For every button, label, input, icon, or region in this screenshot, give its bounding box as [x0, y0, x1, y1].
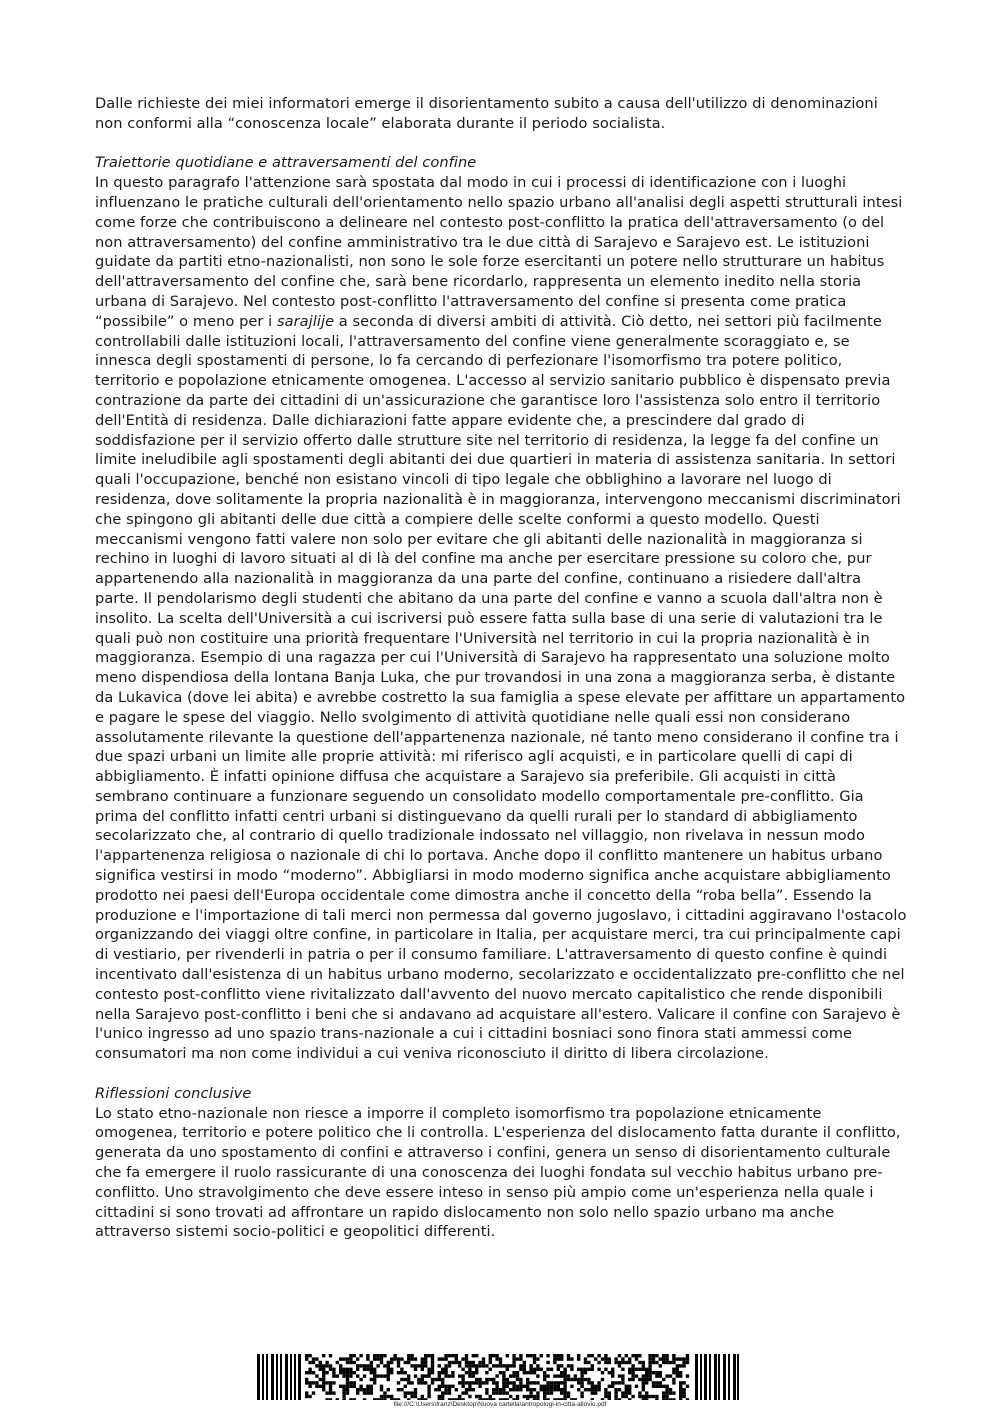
paragraph-spacer [95, 1064, 907, 1084]
italic-term: sarajlije [276, 312, 335, 330]
barcode-icon [257, 1354, 741, 1400]
intro-paragraph: Dalle richieste dei miei informatori emerge il disorientamento subito a causa dell'utilizzo di denominazioni non conformi alla “conoscenza locale” elaborata durante il periodo socialista. [95, 95, 878, 132]
document-body [95, 94, 907, 1242]
paragraph-spacer [95, 134, 907, 154]
section-heading-riflessioni: Riflessioni conclusive [95, 1084, 252, 1102]
paragraph-text: In questo paragrafo l'attenzione sarà spostata dal modo in cui i processi di identificazione con i luoghi influenzano le pratiche culturali dell'orientamento nello spazio urbano all'analisi degli aspetti strutturali intesi come forze che contribuiscono a delineare nel contesto post-conflitto la pratica dell'attraversamento (o del non attraversamento) del confine amministrativo tra le due città di Sarajevo e Sarajevo est. Le istituzioni guidate da partiti etno-nazionalisti, non sono le sole forze esercitanti un potere nello strutturare un habitus dell'attraversamento del confine che, sarà bene ricordarlo, rappresenta un elemento inedito nella storia urbana di Sarajevo. Nel contesto post-conflitto l'attraversamento del confine si presenta come pratica “possibile” o meno per i [95, 174, 903, 330]
section-heading-traiettorie: Traiettorie quotidiane e attraversamenti del confine [95, 154, 477, 172]
section-paragraph-traiettorie [95, 173, 907, 1064]
footer-file-path: file:///C:\Users\franz\Desktop\Nuova cartella\antropologi-in-citta-allovio.pdf [393, 1401, 607, 1408]
paragraph-text: a seconda di diversi ambiti di attività. Ciò detto, nei settori più facilmente controllabili dalle istituzioni locali, l'attraversamento del confine viene generalmente scoraggiato e, se innesca degli spostamenti di persone, lo fa cercando di perfezionare l'isomorfismo tra potere politico, territorio e popolazione etnicamente omogenea. L'accesso al servizio sanitario pubblico è dispensato previa contrazione da parte dei cittadini di un'assicurazione che garantisce loro l'assistenza solo entro il territorio dell'Entità di residenza. Dalle dichiarazioni fatte appare evidente che, a prescindere dal grado di soddisfazione per il servizio offerto dalle strutture site nel territorio di residenza, la legge fa del confine un limite ineludibile agli spostamenti degli abitanti dei due quartieri in materia di assistenza sanitaria. In settori quali l'occupazione, benché non esistano vincoli di tipo legale che obblighino a lavorare nel luogo di residenza, dove solitamente la propria nazionalità è in maggioranza, intervengono meccanismi discriminatori che spingono gli abitanti delle due città a compiere delle scelte conformi a questo modello. Questi meccanismi vengono fatti valere non solo per evitare che gli abitanti delle nazionalità in maggioranza si rechino in luoghi di lavoro situati al di là del confine ma anche per esercitare pressione su coloro che, pur appartenendo alla nazionalità in maggioranza da una parte del confine, continuano a risiedere dall'altra parte. Il pendolarismo degli studenti che abitano da una parte del confine e vanno a scuola dall'altra non è insolito. La scelta dell'Università a cui iscriversi può essere fatta sulla base di una serie di valutazioni tra le quali può non costituire una priorità frequentare l'Università nel territorio in cui la propria nazionalità è in maggioranza. Esempio di una ragazza per cui l'Università di Sarajevo ha rappresentato una soluzione molto meno dispendiosa della lontana Banja Luka, che pur trovandosi in una zona a maggioranza serba, è distante da Lukavica (dove lei abita) e avrebbe costretto la sua famiglia a spese elevate per affittare un appartamento e pagare le spese del viaggio. Nello svolgimento di attività quotidiane nelle quali essi non considerano assolutamente rilevante la questione dell'appartenenza nazionale, né tanto meno considerano il confine tra i due spazi urbani un limite alle proprie attività: mi riferisco agli acquisti, e in particolare quelli di capi di abbigliamento. È infatti opinione diffusa che acquistare a Sarajevo sia preferibile. Gli acquisti in città sembrano continuare a funzionare seguendo un consolidato modello comportamentale pre-conflitto. Gia prima del conflitto infatti centri urbani si distinguevano da quelli rurali per lo standard di abbigliamento secolarizzato che, al contrario di quello tradizionale indossato nel villaggio, non rivelava in nessun modo l'appartenenza religiosa o nazionale di chi lo portava. Anche dopo il conflitto mantenere un habitus urbano significa vestirsi in modo “moderno”. Abbigliarsi in modo moderno significa anche acquistare abbigliamento prodotto nei paesi dell'Europa occidentale come dimostra anche il concetto della “roba bella”. Essendo la produzione e l'importazione di tali merci non permessa dal governo jugoslavo, i cittadini aggiravano l'ostacolo organizzando dei viaggi oltre confine, in particolare in Italia, per acquistare merci, tra cui principalmente capi di vestiario, per rivenderli in patria o per il consumo familiare. L'attraversamento di questo confine è quindi incentivato dall'esistenza di un habitus urbano moderno, secolarizzato e occidentalizzato pre-conflitto che nel contesto post-conflitto viene rivitalizzato dall'avvento del nuovo mercato capitalistico che rende disponibili nella Sarajevo post-conflitto i beni che si andavano ad acquistare all'estero. Valicare il confine con Sarajevo è l'unico ingresso ad uno spazio trans-nazionale a cui i cittadini bosniaci sono finora stati ammessi come consumatori ma non come individui a cui veniva riconosciuto il diritto di libera circolazione. [95, 312, 907, 1063]
section-paragraph-riflessioni: Lo stato etno-nazionale non riesce a imporre il completo isomorfismo tra popolazione etnicamente omogenea, territorio e potere politico che li controlla. L'esperienza del dislocamento fatta durante il conflitto, generata da uno spostamento di confini e attraverso i confini, genera un senso di disorientamento culturale che fa emergere il ruolo rassicurante di una conoscenza dei luoghi fondata sul vecchio habitus urbano pre-conflitto. Uno stravolgimento che deve essere inteso in senso più ampio come un'esperienza nella quale i cittadini si sono trovati ad affrontare un rapido dislocamento non solo nello spazio urbano ma anche attraverso sistemi socio-politici e geopolitici differenti. [95, 1104, 901, 1241]
